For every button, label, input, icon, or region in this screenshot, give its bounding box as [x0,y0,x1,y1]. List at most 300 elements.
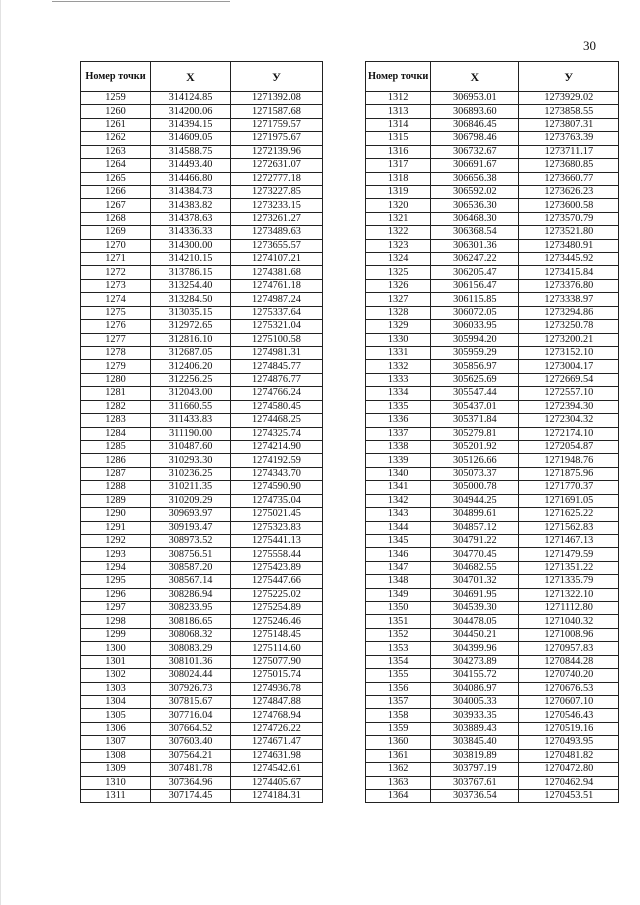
cell-point-number: 1322 [366,226,431,239]
table-row [81,655,323,668]
cell-y: 1274107.21 [231,253,323,266]
cell-point-number: 1316 [366,145,431,158]
cell-x: 312816.10 [151,333,231,346]
cell-y: 1274987.24 [231,293,323,306]
table-row [366,333,619,346]
cell-y: 1271625.22 [519,508,619,521]
table-row [81,521,323,534]
cell-x: 308068.32 [151,628,231,641]
cell-x: 310293.30 [151,454,231,467]
table-row [366,226,619,239]
cell-point-number: 1340 [366,467,431,480]
cell-y: 1270493.95 [519,736,619,749]
cell-y: 1274761.18 [231,279,323,292]
table-row [366,736,619,749]
table-row [366,588,619,601]
cell-y: 1271335.79 [519,575,619,588]
cell-y: 1273152.10 [519,347,619,360]
cell-x: 307926.73 [151,682,231,695]
table-row [366,400,619,413]
table-row [366,669,619,682]
cell-x: 304155.72 [431,669,519,682]
cell-point-number: 1319 [366,185,431,198]
table-row [81,266,323,279]
cell-point-number: 1335 [366,400,431,413]
cell-point-number: 1312 [366,92,431,105]
table-row [81,199,323,212]
cell-x: 307603.40 [151,736,231,749]
cell-x: 304273.89 [431,655,519,668]
table-row [81,709,323,722]
cell-x: 310211.35 [151,481,231,494]
cell-y: 1274542.61 [231,763,323,776]
cell-y: 1274766.24 [231,387,323,400]
table-row [81,575,323,588]
cell-y: 1273261.27 [231,212,323,225]
cell-y: 1272777.18 [231,172,323,185]
table-row [366,159,619,172]
cell-point-number: 1303 [81,682,151,695]
cell-x: 304791.22 [431,534,519,547]
cell-point-number: 1266 [81,185,151,198]
cell-y: 1274184.31 [231,789,323,802]
table-row [366,682,619,695]
cell-x: 306205.47 [431,266,519,279]
cell-x: 304478.05 [431,615,519,628]
cell-point-number: 1333 [366,373,431,386]
table-row [366,387,619,400]
cell-x: 308567.14 [151,575,231,588]
cell-point-number: 1342 [366,494,431,507]
cell-y: 1274671.47 [231,736,323,749]
cell-y: 1271040.32 [519,615,619,628]
table-row [366,92,619,105]
table-row [81,602,323,615]
cell-point-number: 1269 [81,226,151,239]
cell-x: 308756.51 [151,548,231,561]
table-row [81,212,323,225]
table-row [81,387,323,400]
cell-point-number: 1286 [81,454,151,467]
cell-y: 1270844.28 [519,655,619,668]
coordinates-table-left [80,61,323,803]
table-row [81,695,323,708]
cell-point-number: 1308 [81,749,151,762]
table-row [366,789,619,802]
cell-point-number: 1261 [81,118,151,131]
table-row [366,763,619,776]
cell-point-number: 1278 [81,347,151,360]
cell-point-number: 1347 [366,561,431,574]
cell-x: 308587.20 [151,561,231,574]
table-row [366,253,619,266]
table-row [81,333,323,346]
cell-point-number: 1353 [366,642,431,655]
cell-point-number: 1292 [81,534,151,547]
cell-point-number: 1328 [366,306,431,319]
cell-y: 1272054.87 [519,440,619,453]
cell-x: 303736.54 [431,789,519,802]
cell-x: 312687.05 [151,347,231,360]
table-row [81,347,323,360]
table-row [366,575,619,588]
table-row [81,440,323,453]
cell-x: 309693.97 [151,508,231,521]
table-row [366,132,619,145]
table-row [81,293,323,306]
table-row [366,615,619,628]
cell-x: 306732.67 [431,145,519,158]
header-y: У [231,62,323,92]
cell-x: 307815.67 [151,695,231,708]
cell-y: 1273858.55 [519,105,619,118]
header-point-number: Номер точки [81,62,151,92]
cell-x: 306846.45 [431,118,519,131]
table-row [81,789,323,802]
cell-x: 307664.52 [151,722,231,735]
table-row [366,212,619,225]
cell-y: 1271562.83 [519,521,619,534]
cell-x: 305126.66 [431,454,519,467]
cell-point-number: 1263 [81,145,151,158]
header-y: У [519,62,619,92]
cell-x: 314210.15 [151,253,231,266]
header-x: X [431,62,519,92]
cell-point-number: 1314 [366,118,431,131]
cell-point-number: 1295 [81,575,151,588]
cell-x: 306798.46 [431,132,519,145]
table-header-row [366,62,619,92]
cell-y: 1273250.78 [519,320,619,333]
cell-x: 305000.78 [431,481,519,494]
scan-edge-line [0,0,1,905]
table-row [81,320,323,333]
cell-y: 1275423.89 [231,561,323,574]
cell-y: 1273445.92 [519,253,619,266]
table-row [366,602,619,615]
cell-point-number: 1280 [81,373,151,386]
cell-point-number: 1296 [81,588,151,601]
cell-y: 1274343.70 [231,467,323,480]
cell-y: 1271759.57 [231,118,323,131]
cell-x: 312256.25 [151,373,231,386]
cell-y: 1272394.30 [519,400,619,413]
table-row [81,159,323,172]
cell-y: 1273415.84 [519,266,619,279]
cell-point-number: 1327 [366,293,431,306]
table-row [366,467,619,480]
cell-y: 1275114.60 [231,642,323,655]
cell-y: 1274936.78 [231,682,323,695]
cell-x: 314493.40 [151,159,231,172]
cell-point-number: 1344 [366,521,431,534]
cell-y: 1274214.90 [231,440,323,453]
cell-point-number: 1346 [366,548,431,561]
cell-point-number: 1279 [81,360,151,373]
table-row [366,293,619,306]
cell-y: 1274192.59 [231,454,323,467]
cell-y: 1274726.22 [231,722,323,735]
cell-point-number: 1363 [366,776,431,789]
cell-x: 306072.05 [431,306,519,319]
cell-x: 303797.19 [431,763,519,776]
cell-point-number: 1317 [366,159,431,172]
cell-y: 1275021.45 [231,508,323,521]
page-number: 30 [583,38,596,53]
cell-y: 1275558.44 [231,548,323,561]
cell-y: 1270462.94 [519,776,619,789]
cell-y: 1275077.90 [231,655,323,668]
cell-x: 306953.01 [431,92,519,105]
cell-y: 1275447.66 [231,575,323,588]
cell-x: 314383.82 [151,199,231,212]
cell-y: 1271975.67 [231,132,323,145]
cell-point-number: 1288 [81,481,151,494]
cell-y: 1273807.31 [519,118,619,131]
cell-point-number: 1320 [366,199,431,212]
header-x: X [151,62,231,92]
cell-point-number: 1338 [366,440,431,453]
cell-x: 313035.15 [151,306,231,319]
cell-point-number: 1275 [81,306,151,319]
table-row [81,722,323,735]
cell-x: 306893.60 [431,105,519,118]
table-row [366,481,619,494]
cell-point-number: 1326 [366,279,431,292]
cell-point-number: 1329 [366,320,431,333]
cell-y: 1275323.83 [231,521,323,534]
cell-y: 1270676.53 [519,682,619,695]
table-row [366,776,619,789]
cell-y: 1271322.10 [519,588,619,601]
table-row [366,172,619,185]
cell-x: 306368.54 [431,226,519,239]
cell-x: 303845.40 [431,736,519,749]
cell-x: 307174.45 [151,789,231,802]
table-row [81,92,323,105]
cell-point-number: 1313 [366,105,431,118]
cell-y: 1272304.32 [519,414,619,427]
cell-y: 1275254.89 [231,602,323,615]
cell-y: 1275246.46 [231,615,323,628]
cell-point-number: 1331 [366,347,431,360]
table-row [81,561,323,574]
table-row [81,628,323,641]
cell-point-number: 1341 [366,481,431,494]
table-row [81,105,323,118]
table-row [81,360,323,373]
cell-y: 1274580.45 [231,400,323,413]
cell-x: 307481.78 [151,763,231,776]
cell-y: 1274468.25 [231,414,323,427]
cell-y: 1274405.67 [231,776,323,789]
cell-x: 308083.29 [151,642,231,655]
cell-x: 310209.29 [151,494,231,507]
cell-point-number: 1270 [81,239,151,252]
cell-point-number: 1302 [81,669,151,682]
table-row [81,373,323,386]
cell-y: 1273660.77 [519,172,619,185]
cell-x: 306247.22 [431,253,519,266]
table-row [366,105,619,118]
cell-x: 311190.00 [151,427,231,440]
cell-x: 314466.80 [151,172,231,185]
table-row [366,199,619,212]
cell-x: 306656.38 [431,172,519,185]
table-row [366,414,619,427]
table-row [81,253,323,266]
table-row [366,320,619,333]
cell-y: 1270740.20 [519,669,619,682]
table-row [81,226,323,239]
cell-y: 1270607.10 [519,695,619,708]
cell-y: 1274325.74 [231,427,323,440]
table-row [366,266,619,279]
cell-y: 1273763.39 [519,132,619,145]
cell-y: 1273521.80 [519,226,619,239]
cell-x: 314378.63 [151,212,231,225]
cell-point-number: 1334 [366,387,431,400]
cell-y: 1273680.85 [519,159,619,172]
cell-x: 303889.43 [431,722,519,735]
table-row [81,776,323,789]
cell-y: 1270481.82 [519,749,619,762]
cell-x: 309193.47 [151,521,231,534]
cell-x: 306536.30 [431,199,519,212]
table-row [366,427,619,440]
cell-x: 313254.40 [151,279,231,292]
cell-x: 304857.12 [431,521,519,534]
cell-point-number: 1297 [81,602,151,615]
cell-x: 304005.33 [431,695,519,708]
table-row [366,695,619,708]
cell-x: 314384.73 [151,185,231,198]
table-row [366,534,619,547]
cell-y: 1272631.07 [231,159,323,172]
cell-point-number: 1357 [366,695,431,708]
cell-y: 1275321.04 [231,320,323,333]
cell-point-number: 1337 [366,427,431,440]
cell-point-number: 1282 [81,400,151,413]
table-row [366,508,619,521]
cell-point-number: 1262 [81,132,151,145]
cell-point-number: 1354 [366,655,431,668]
cell-point-number: 1307 [81,736,151,749]
cell-y: 1273200.21 [519,333,619,346]
table-row [81,239,323,252]
cell-y: 1273489.63 [231,226,323,239]
cell-y: 1274735.04 [231,494,323,507]
cell-point-number: 1358 [366,709,431,722]
cell-x: 307716.04 [151,709,231,722]
cell-y: 1273600.58 [519,199,619,212]
header-point-number: Номер точки [366,62,431,92]
cell-x: 314588.75 [151,145,231,158]
cell-point-number: 1339 [366,454,431,467]
cell-x: 308101.36 [151,655,231,668]
cell-x: 312972.65 [151,320,231,333]
cell-point-number: 1304 [81,695,151,708]
cell-y: 1275441.13 [231,534,323,547]
cell-point-number: 1271 [81,253,151,266]
table-row [81,588,323,601]
cell-point-number: 1345 [366,534,431,547]
table-row [81,682,323,695]
cell-x: 304450.21 [431,628,519,641]
table-row [81,427,323,440]
cell-y: 1275337.64 [231,306,323,319]
cell-y: 1273227.85 [231,185,323,198]
table-row [366,373,619,386]
table-row [366,628,619,641]
cell-point-number: 1330 [366,333,431,346]
cell-y: 1271770.37 [519,481,619,494]
cell-x: 304691.95 [431,588,519,601]
cell-point-number: 1325 [366,266,431,279]
cell-y: 1270546.43 [519,709,619,722]
cell-x: 314200.06 [151,105,231,118]
cell-y: 1270957.83 [519,642,619,655]
cell-y: 1270519.16 [519,722,619,735]
cell-point-number: 1355 [366,669,431,682]
cell-x: 308024.44 [151,669,231,682]
cell-y: 1270472.80 [519,763,619,776]
cell-point-number: 1321 [366,212,431,225]
cell-y: 1271691.05 [519,494,619,507]
cell-point-number: 1305 [81,709,151,722]
cell-x: 306468.30 [431,212,519,225]
cell-x: 304770.45 [431,548,519,561]
cell-y: 1275225.02 [231,588,323,601]
cell-x: 305994.20 [431,333,519,346]
cell-point-number: 1310 [81,776,151,789]
cell-y: 1275148.45 [231,628,323,641]
cell-y: 1271392.08 [231,92,323,105]
cell-x: 314336.33 [151,226,231,239]
cell-point-number: 1352 [366,628,431,641]
cell-point-number: 1281 [81,387,151,400]
cell-point-number: 1273 [81,279,151,292]
table-row [81,763,323,776]
cell-y: 1273655.57 [231,239,323,252]
cell-x: 304086.97 [431,682,519,695]
table-row [81,494,323,507]
cell-point-number: 1274 [81,293,151,306]
cell-y: 1273294.86 [519,306,619,319]
cell-y: 1273376.80 [519,279,619,292]
cell-x: 304944.25 [431,494,519,507]
table-row [366,440,619,453]
cell-point-number: 1315 [366,132,431,145]
cell-x: 303933.35 [431,709,519,722]
table-row [366,239,619,252]
cell-point-number: 1350 [366,602,431,615]
cell-y: 1273626.23 [519,185,619,198]
cell-y: 1273480.91 [519,239,619,252]
cell-point-number: 1291 [81,521,151,534]
cell-y: 1274381.68 [231,266,323,279]
cell-x: 305856.97 [431,360,519,373]
cell-y: 1271351.22 [519,561,619,574]
table-row [366,655,619,668]
table-row [81,642,323,655]
cell-y: 1271467.13 [519,534,619,547]
cell-point-number: 1265 [81,172,151,185]
cell-point-number: 1336 [366,414,431,427]
cell-y: 1272669.54 [519,373,619,386]
table-row [366,347,619,360]
cell-x: 313284.50 [151,293,231,306]
